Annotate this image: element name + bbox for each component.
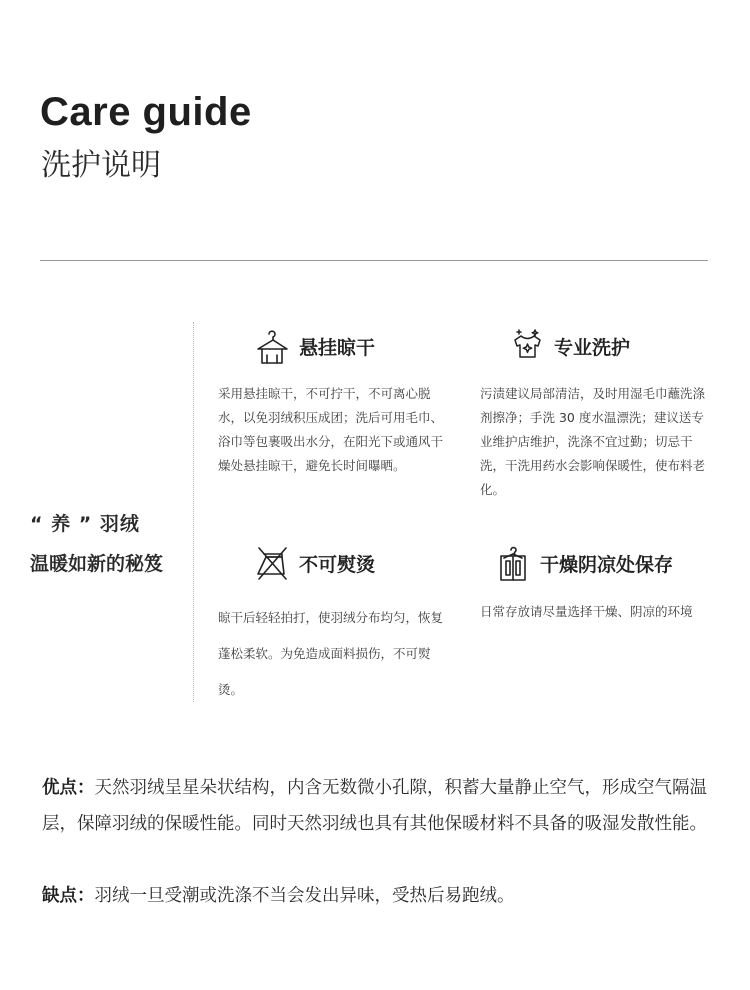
card-storage-header xyxy=(496,543,673,583)
cons-text: 羽绒一旦受潮或洗涤不当会发出异味，受热后易跑绒。 xyxy=(94,886,515,906)
garment-bag-icon xyxy=(496,544,530,582)
hanger-shirt-icon xyxy=(255,327,289,365)
card-storage-text: 日常存放请尽量选择干燥、阴凉的环境 xyxy=(480,604,693,619)
sparkle-shirt-icon xyxy=(510,327,544,365)
pros-paragraph xyxy=(42,770,712,842)
card-no-iron-text: 晾干后轻轻拍打，使羽绒分布均匀，恢复蓬松柔软。为免造成面料损伤，不可熨烫。 xyxy=(218,610,444,697)
cons-label: 缺点： xyxy=(42,886,95,906)
side-slogan-line1: “ 养 ” 羽绒 xyxy=(30,513,140,535)
card-no-iron-header xyxy=(255,543,375,583)
cons-paragraph xyxy=(42,878,712,914)
card-professional-care-text: 污渍建议局部清洁，及时用湿毛巾蘸洗涤剂擦净；手洗 30 度水温漂洗；建议送专业维护店维护，洗涤不宜过勤；切忌干洗，干洗用药水会影响保暖性，使布料老化。 xyxy=(480,386,706,497)
pros-label: 优点： xyxy=(42,778,95,798)
card-hang-dry-title: 悬挂晾干 xyxy=(299,336,376,359)
card-professional-care-title: 专业洗护 xyxy=(554,336,631,359)
card-hang-dry-header xyxy=(255,326,375,366)
card-professional-care-header xyxy=(510,326,630,366)
header-divider xyxy=(40,260,708,261)
page-title-chinese: 洗护说明 xyxy=(41,148,161,183)
card-hang-dry-text: 采用悬挂晾干，不可拧干，不可离心脱水，以免羽绒积压成团；洗后可用毛巾、浴巾等包裹吸出水分，在阳光下或通风干燥处悬挂晾干，避免长时间曝晒。 xyxy=(218,386,444,473)
no-iron-icon xyxy=(255,544,289,582)
side-slogan-line2: 温暖如新的秘笈 xyxy=(30,553,164,575)
card-storage-title: 干燥阴凉处保存 xyxy=(540,553,674,576)
vertical-dotted-divider xyxy=(193,322,194,702)
card-no-iron-title: 不可熨烫 xyxy=(299,553,376,576)
page-title-english: Care guide xyxy=(40,90,252,134)
pros-text: 天然羽绒呈星朵状结构，内含无数微小孔隙，积蓄大量静止空气，形成空气隔温层，保障羽绒的保暖性能。同时天然羽绒也具有其他保暖材料不具备的吸湿发散性能。 xyxy=(42,778,707,834)
